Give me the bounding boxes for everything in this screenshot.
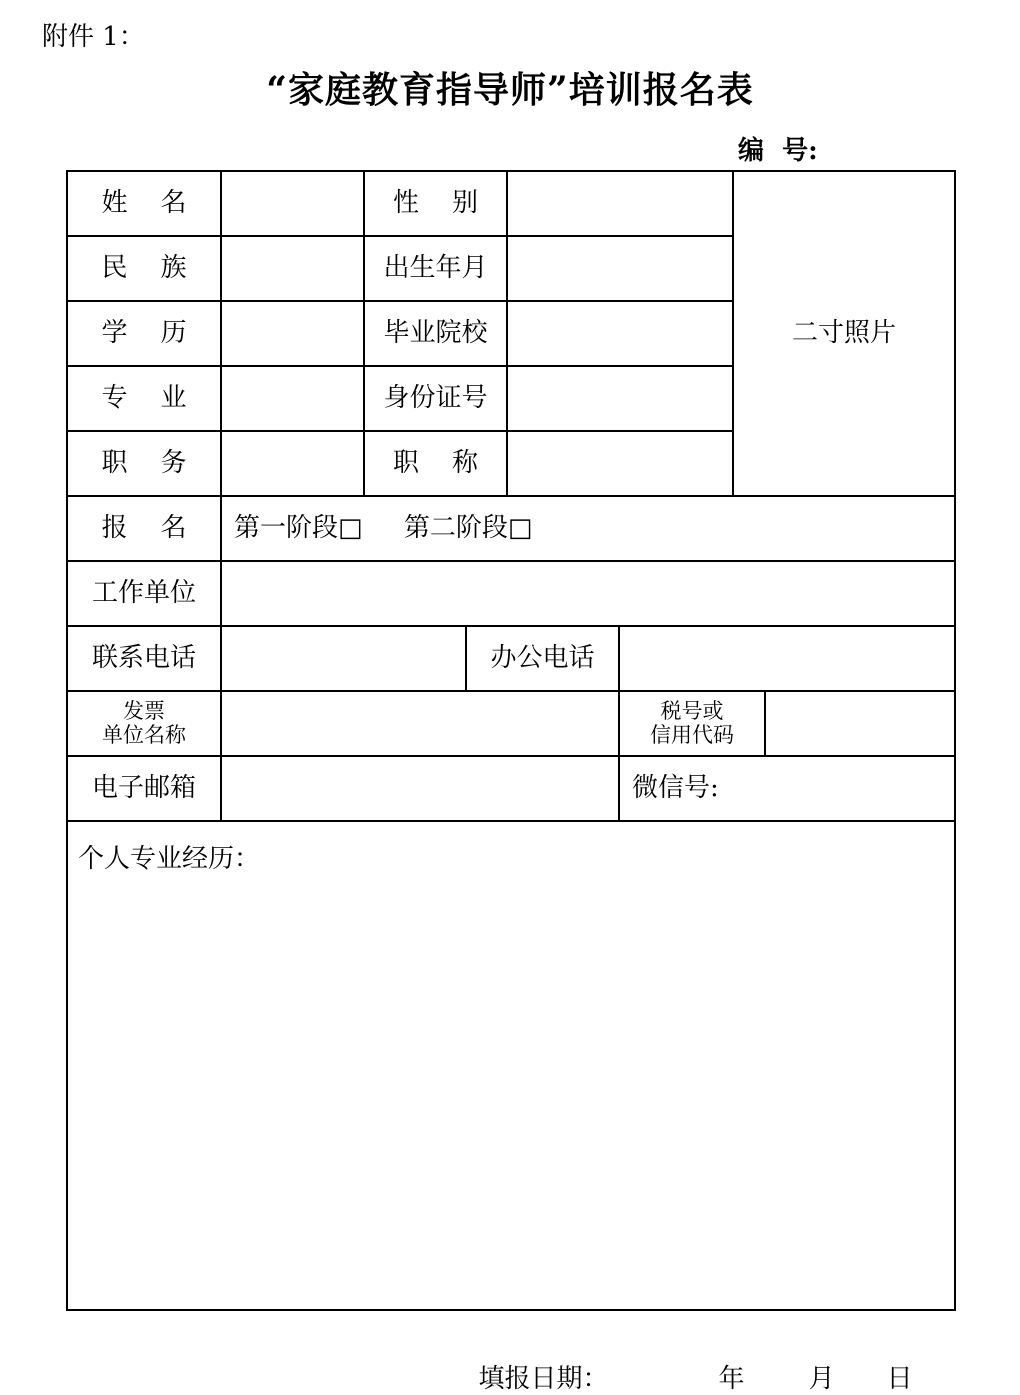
ethnicity-label: 民 族 [67,236,221,301]
email-field[interactable] [221,756,619,821]
fill-date [462,1328,913,1395]
registration-table [66,170,956,1311]
school-label: 毕业院校 [364,301,507,366]
experience-field[interactable]: 个人专业经历： [67,821,955,1310]
id-number-label: 身份证号 [364,366,507,431]
position-label: 职 务 [67,431,221,496]
year-label: 年 [718,1364,745,1394]
education-label: 学 历 [67,301,221,366]
title-rank-field[interactable] [507,431,733,496]
major-field[interactable] [221,366,364,431]
birth-field[interactable] [507,236,733,301]
contact-phone-label: 联系电话 [67,626,221,691]
wechat-field[interactable]: 微信号: [619,756,955,821]
title-rank-label: 职 称 [364,431,507,496]
register-label: 报 名 [67,496,221,561]
day-label: 日 [886,1364,913,1394]
major-label: 专 业 [67,366,221,431]
gender-field[interactable] [507,171,733,236]
position-field[interactable] [221,431,364,496]
tax-label-line2: 信用代码 [650,722,734,747]
education-field[interactable] [221,301,364,366]
photo-box[interactable]: 二寸照片 [733,171,955,496]
office-phone-field[interactable] [619,626,955,691]
tax-code-field[interactable] [765,691,955,756]
office-phone-label: 办公电话 [466,626,619,691]
tax-code-label [619,691,765,756]
invoice-label-line1: 发票 [123,699,165,724]
attachment-label: 附件 1： [42,22,145,52]
serial-number-label: 编 号: [738,136,818,166]
name-label: 姓 名 [67,171,221,236]
form-title: “家庭教育指导师”培训报名表 [266,69,754,111]
month-label: 月 [808,1364,835,1394]
employer-label: 工作单位 [67,561,221,626]
school-field[interactable] [507,301,733,366]
invoice-label-line2: 单位名称 [102,722,186,747]
invoice-name-label [67,691,221,756]
email-label: 电子邮箱 [67,756,221,821]
name-field[interactable] [221,171,364,236]
fill-date-label: 填报日期： [478,1364,609,1394]
tax-label-line1: 税号或 [660,699,724,724]
contact-phone-field[interactable] [221,626,466,691]
ethnicity-field[interactable] [221,236,364,301]
stage-checkboxes[interactable]: 第一阶段□ 第二阶段□ [221,496,955,561]
gender-label: 性 别 [364,171,507,236]
id-number-field[interactable] [507,366,733,431]
invoice-name-field[interactable] [221,691,619,756]
employer-field[interactable] [221,561,955,626]
birth-label: 出生年月 [364,236,507,301]
